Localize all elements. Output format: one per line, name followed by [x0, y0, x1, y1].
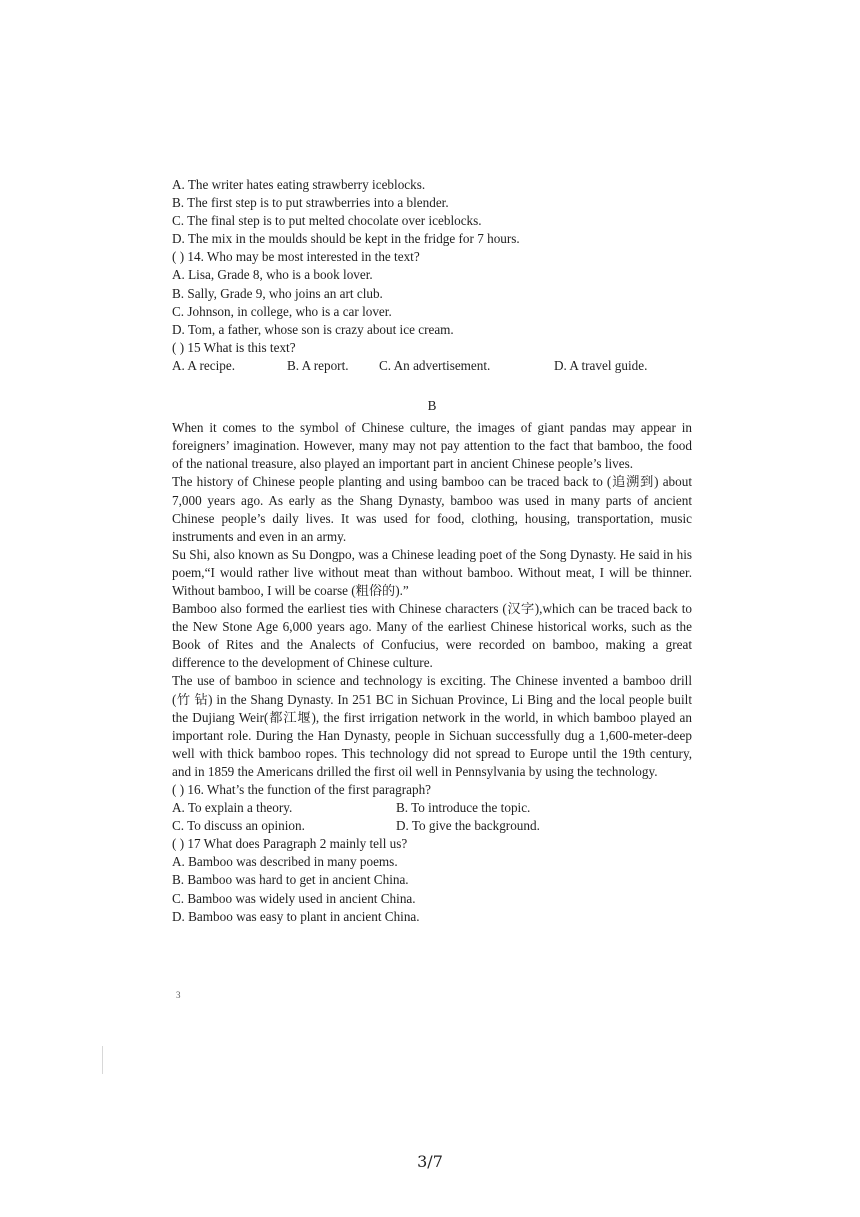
q16-options-row-2 — [172, 817, 692, 835]
passage-paragraph-2: The history of Chinese people planting and using bamboo can be traced back to (追溯到) about 7,000 years ago. As early as the Shang Dynasty, bamboo was used in many parts of ancient Chinese people’s daily lives. It was used for food, clothing, housing, transportation, music instruments and even in an army. — [172, 474, 692, 544]
q15-option-d: D. A travel guide. — [554, 357, 648, 373]
q14-option-c: C. Johnson, in college, who is a car lover. — [172, 303, 392, 319]
q13-option-b: B. The first step is to put strawberries into a blender. — [172, 195, 449, 211]
corner-page-number: 3 — [176, 990, 181, 1000]
page-content — [172, 176, 692, 926]
q17-option-d: D. Bamboo was easy to plant in ancient China. — [172, 908, 420, 924]
q16-stem: ( ) 16. What’s the function of the first paragraph? — [172, 782, 432, 797]
q17-option-c: C. Bamboo was widely used in ancient China. — [172, 890, 416, 906]
q14-option-b: B. Sally, Grade 9, who joins an art club. — [172, 285, 383, 301]
q15-option-a: A. A recipe. — [172, 357, 235, 373]
q15-options — [172, 357, 692, 375]
q13-option-c: C. The final step is to put melted chocolate over iceblocks. — [172, 213, 482, 229]
q14-option-a: A. Lisa, Grade 8, who is a book lover. — [172, 267, 373, 283]
passage-paragraph-1: When it comes to the symbol of Chinese culture, the images of giant pandas may appear in foreigners’ imagination. However, many may not pay attention to the fact that bamboo, the food of the national treasure, also played an important part in ancient Chinese people’s lives. — [172, 420, 692, 472]
q17-option-a: A. Bamboo was described in many poems. — [172, 854, 398, 870]
q14-option-d: D. Tom, a father, whose son is crazy about ice cream. — [172, 321, 454, 337]
q15-stem: ( ) 15 What is this text? — [172, 339, 296, 355]
passage-paragraph-3: Su Shi, also known as Su Dongpo, was a Chinese leading poet of the Song Dynasty. He said in his poem,“I would rather live without meat than without bamboo. Without meat, I will be thinner. Without bamboo, I will be coarse (粗俗的).” — [172, 546, 692, 598]
q13-option-a: A. The writer hates eating strawberry iceblocks. — [172, 177, 426, 192]
q14-stem: ( ) 14. Who may be most interested in the text? — [172, 249, 420, 265]
q16-option-d: D. To give the background. — [396, 818, 540, 834]
passage-paragraph-5: The use of bamboo in science and technology is exciting. The Chinese invented a bamboo drill (竹 钻) in the Shang Dynasty. In 251 BC in Sichuan Province, Li Bing and the local people built the Dujiang Weir(都江堰), the first irrigation network in the world, in which bamboo played an important role. During the Han Dynasty, people in Sichuan successfully dug a 1,600-meter-deep well with thick bamboo ropes. This technology did not spread to Europe until the 19th century, and in 1859 the Americans drilled the first oil well in Pennsylvania by using the technology. — [172, 673, 692, 779]
scan-edge-mark — [102, 1046, 103, 1074]
q16-option-b: B. To introduce the topic. — [396, 800, 531, 816]
q13-option-d: D. The mix in the moulds should be kept in the fridge for 7 hours. — [172, 231, 520, 247]
q17-option-b: B. Bamboo was hard to get in ancient China. — [172, 872, 409, 888]
q15-option-b: B. A report. — [287, 357, 349, 373]
passage-paragraph-4: Bamboo also formed the earliest ties with Chinese characters (汉字),which can be traced back to the New Stone Age 6,000 years ago. Many of the earliest Chinese historical works, such as the Book of Rites and the Analects of Confucius, were recorded on bamboo, making a great difference to the development of Chinese culture. — [172, 601, 692, 671]
q17-stem: ( ) 17 What does Paragraph 2 mainly tell us? — [172, 836, 408, 852]
q16-option-a: A. To explain a theory. — [172, 800, 293, 816]
q15-option-c: C. An advertisement. — [379, 357, 491, 373]
section-b-title: B — [427, 398, 437, 414]
q16-option-c: C. To discuss an opinion. — [172, 818, 305, 834]
page-number: 3/7 — [417, 1152, 443, 1171]
q16-options-row-1 — [172, 799, 692, 817]
